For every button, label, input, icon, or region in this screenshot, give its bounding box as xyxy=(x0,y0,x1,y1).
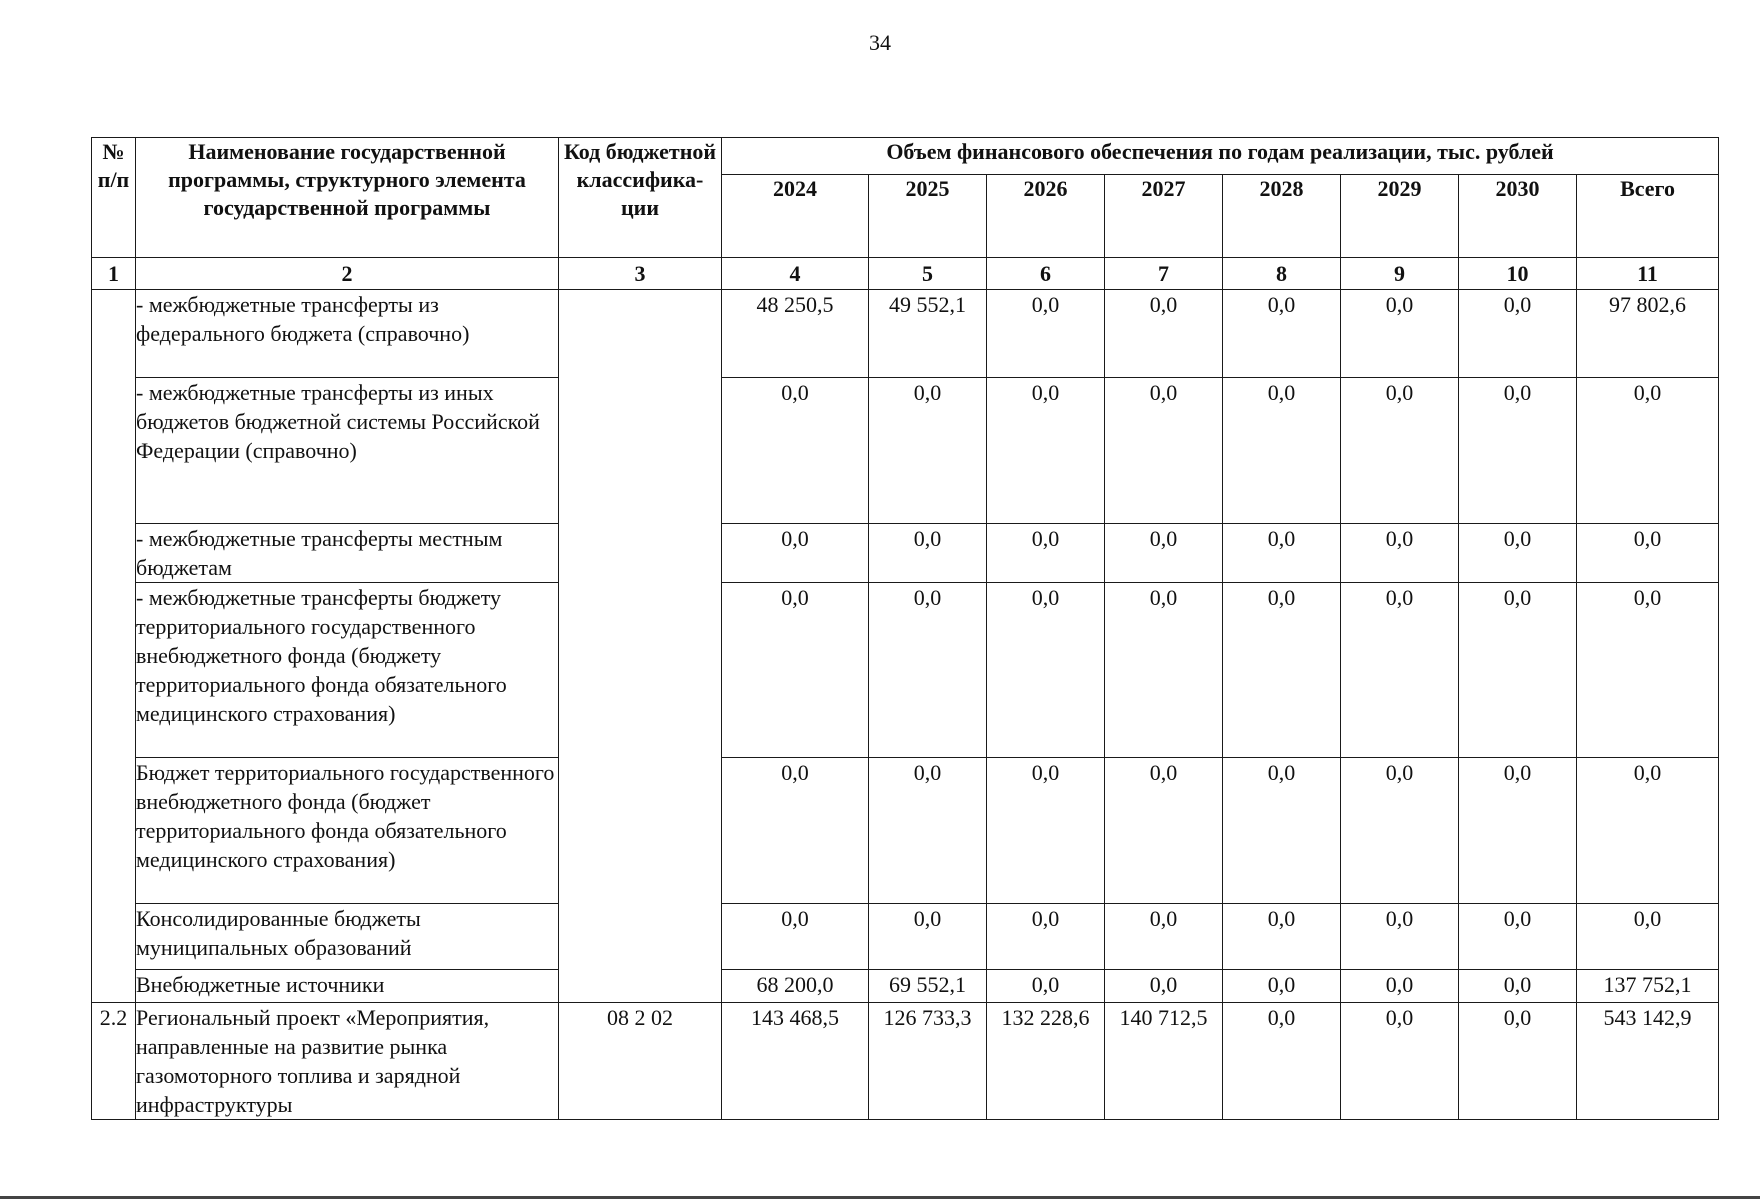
budget-table xyxy=(91,137,1719,1120)
column-index: 11 xyxy=(1577,258,1719,290)
row-name: Региональный проект «Мероприятия, направленные на развитие рынка газомоторного топлива и зарядной инфраструктуры xyxy=(136,1003,559,1120)
value-cell: 0,0 xyxy=(1341,904,1459,970)
value-cell: 0,0 xyxy=(1459,758,1577,904)
row-name: - межбюджетные трансферты местным бюджетам xyxy=(136,524,559,583)
row-code xyxy=(559,290,722,1003)
value-cell: 0,0 xyxy=(987,583,1105,758)
column-index: 8 xyxy=(1223,258,1341,290)
value-cell: 0,0 xyxy=(869,378,987,524)
value-cell: 0,0 xyxy=(987,378,1105,524)
value-cell: 0,0 xyxy=(1223,524,1341,583)
total-cell: 137 752,1 xyxy=(1577,970,1719,1003)
header-total: Всего xyxy=(1577,175,1719,258)
column-index: 3 xyxy=(559,258,722,290)
total-cell: 97 802,6 xyxy=(1577,290,1719,378)
value-cell: 0,0 xyxy=(1223,1003,1341,1120)
header-volume: Объем финансового обеспечения по годам реализации, тыс. рублей xyxy=(722,138,1719,175)
total-cell: 0,0 xyxy=(1577,524,1719,583)
value-cell: 0,0 xyxy=(722,583,869,758)
value-cell: 0,0 xyxy=(1341,378,1459,524)
value-cell: 0,0 xyxy=(869,758,987,904)
value-cell: 49 552,1 xyxy=(869,290,987,378)
value-cell: 0,0 xyxy=(722,758,869,904)
value-cell: 0,0 xyxy=(1341,1003,1459,1120)
total-cell: 543 142,9 xyxy=(1577,1003,1719,1120)
value-cell: 0,0 xyxy=(1105,290,1223,378)
column-index: 2 xyxy=(136,258,559,290)
value-cell: 0,0 xyxy=(1223,583,1341,758)
table-row xyxy=(92,378,1719,524)
row-number: 2.2 xyxy=(92,1003,136,1120)
column-index: 7 xyxy=(1105,258,1223,290)
value-cell: 0,0 xyxy=(722,524,869,583)
value-cell: 0,0 xyxy=(1459,904,1577,970)
value-cell: 0,0 xyxy=(1341,583,1459,758)
value-cell: 132 228,6 xyxy=(987,1003,1105,1120)
value-cell: 0,0 xyxy=(1223,970,1341,1003)
column-index: 1 xyxy=(92,258,136,290)
row-name: Внебюджетные источники xyxy=(136,970,559,1003)
value-cell: 0,0 xyxy=(1341,290,1459,378)
value-cell: 0,0 xyxy=(1459,970,1577,1003)
value-cell: 0,0 xyxy=(1105,970,1223,1003)
row-name: - межбюджетные трансферты из иных бюджетов бюджетной системы Российской Федерации (справочно) xyxy=(136,378,559,524)
value-cell: 0,0 xyxy=(1223,758,1341,904)
header-year: 2027 xyxy=(1105,175,1223,258)
table-row xyxy=(92,758,1719,904)
table-row xyxy=(92,1003,1719,1120)
value-cell: 69 552,1 xyxy=(869,970,987,1003)
value-cell: 0,0 xyxy=(1223,290,1341,378)
value-cell: 0,0 xyxy=(987,758,1105,904)
value-cell: 0,0 xyxy=(722,378,869,524)
column-index: 5 xyxy=(869,258,987,290)
total-cell: 0,0 xyxy=(1577,583,1719,758)
total-cell: 0,0 xyxy=(1577,758,1719,904)
row-number xyxy=(92,290,136,1003)
value-cell: 0,0 xyxy=(1105,758,1223,904)
value-cell: 143 468,5 xyxy=(722,1003,869,1120)
value-cell: 0,0 xyxy=(869,583,987,758)
header-year: 2028 xyxy=(1223,175,1341,258)
value-cell: 0,0 xyxy=(1459,524,1577,583)
row-name: - межбюджетные трансферты бюджету территориального государственного внебюджетного фонда (бюджету территориального фонда обязательного медицинского страхования) xyxy=(136,583,559,758)
page-number: 34 xyxy=(869,30,891,55)
value-cell: 0,0 xyxy=(869,524,987,583)
value-cell: 0,0 xyxy=(1341,758,1459,904)
row-name: Консолидированные бюджеты муниципальных образований xyxy=(136,904,559,970)
value-cell: 0,0 xyxy=(1223,378,1341,524)
total-cell: 0,0 xyxy=(1577,378,1719,524)
header-name: Наименование государственной программы, структурного элемента государственной программы xyxy=(136,138,559,258)
header-num: № п/п xyxy=(92,138,136,258)
value-cell: 0,0 xyxy=(869,904,987,970)
value-cell: 0,0 xyxy=(987,904,1105,970)
table-row xyxy=(92,290,1719,378)
value-cell: 0,0 xyxy=(1105,583,1223,758)
value-cell: 0,0 xyxy=(987,524,1105,583)
bottom-rule xyxy=(0,1196,1760,1199)
row-code: 08 2 02 xyxy=(559,1003,722,1120)
value-cell: 0,0 xyxy=(1459,290,1577,378)
table-row xyxy=(92,904,1719,970)
header-year: 2026 xyxy=(987,175,1105,258)
row-name: Бюджет территориального государственного внебюджетного фонда (бюджет территориального фонда обязательного медицинского страхования) xyxy=(136,758,559,904)
row-name: - межбюджетные трансферты из федерального бюджета (справочно) xyxy=(136,290,559,378)
value-cell: 0,0 xyxy=(1223,904,1341,970)
value-cell: 0,0 xyxy=(987,290,1105,378)
value-cell: 0,0 xyxy=(1105,524,1223,583)
column-index: 9 xyxy=(1341,258,1459,290)
header-code: Код бюджетной классифика-ции xyxy=(559,138,722,258)
header-year: 2025 xyxy=(869,175,987,258)
header-year: 2024 xyxy=(722,175,869,258)
table-row xyxy=(92,524,1719,583)
column-index-row xyxy=(92,258,1719,290)
value-cell: 0,0 xyxy=(722,904,869,970)
column-index: 6 xyxy=(987,258,1105,290)
header-year: 2029 xyxy=(1341,175,1459,258)
value-cell: 0,0 xyxy=(1459,378,1577,524)
value-cell: 0,0 xyxy=(1459,1003,1577,1120)
value-cell: 126 733,3 xyxy=(869,1003,987,1120)
value-cell: 0,0 xyxy=(1105,904,1223,970)
table-row xyxy=(92,970,1719,1003)
value-cell: 0,0 xyxy=(1105,378,1223,524)
value-cell: 0,0 xyxy=(1341,970,1459,1003)
value-cell: 140 712,5 xyxy=(1105,1003,1223,1120)
value-cell: 48 250,5 xyxy=(722,290,869,378)
value-cell: 0,0 xyxy=(987,970,1105,1003)
value-cell: 68 200,0 xyxy=(722,970,869,1003)
table-row xyxy=(92,583,1719,758)
header-year: 2030 xyxy=(1459,175,1577,258)
value-cell: 0,0 xyxy=(1341,524,1459,583)
value-cell: 0,0 xyxy=(1459,583,1577,758)
column-index: 10 xyxy=(1459,258,1577,290)
total-cell: 0,0 xyxy=(1577,904,1719,970)
column-index: 4 xyxy=(722,258,869,290)
